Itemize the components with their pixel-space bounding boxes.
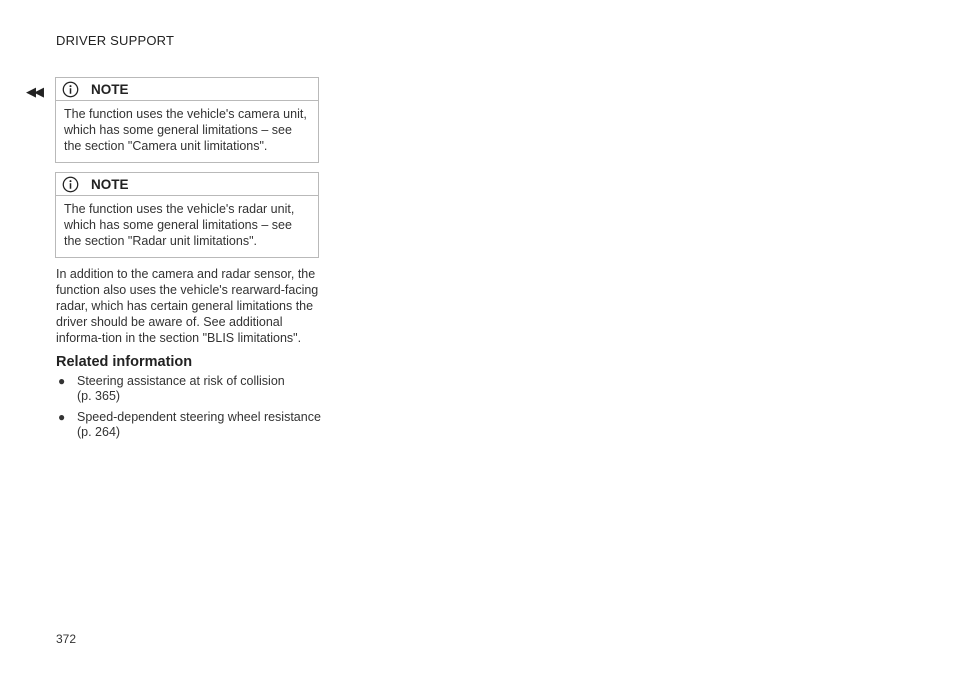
note-header [56, 173, 318, 196]
section-header: DRIVER SUPPORT [56, 33, 175, 48]
note-box-camera [55, 77, 319, 163]
note-title: NOTE [91, 81, 129, 97]
related-information-heading: Related information [56, 354, 193, 370]
page-reference[interactable]: (p. 264) [77, 425, 121, 439]
related-link-steering-resistance[interactable] [56, 410, 326, 440]
note-header [56, 78, 318, 101]
bullet-icon: ● [58, 374, 66, 388]
related-information-list [56, 374, 326, 446]
note-title: NOTE [91, 176, 129, 192]
related-link-steering-assistance[interactable] [56, 374, 326, 404]
page-number: 372 [56, 632, 77, 646]
info-icon [62, 81, 79, 98]
body-paragraph: In addition to the camera and radar sensor, the function also uses the vehicle's rearward-facing radar, which has certain general limitations the driver should be aware of. See additional informa-tion in the section "BLIS limitations". [56, 267, 319, 345]
continuation-marker: ◀◀ [26, 84, 42, 99]
note-text: The function uses the vehicle's camera unit, which has some general limitations – see the section "Camera unit limitations". [64, 107, 307, 153]
info-icon [62, 176, 79, 193]
related-link-text[interactable]: Speed-dependent steering wheel resistance [77, 410, 321, 424]
bullet-icon: ● [58, 410, 66, 424]
page-reference[interactable]: (p. 365) [77, 389, 121, 403]
related-link-text[interactable]: Steering assistance at risk of collision [77, 374, 285, 388]
note-box-radar [55, 172, 319, 258]
note-text: The function uses the vehicle's radar unit, which has some general limitations – see the section "Radar unit limitations". [64, 202, 295, 248]
